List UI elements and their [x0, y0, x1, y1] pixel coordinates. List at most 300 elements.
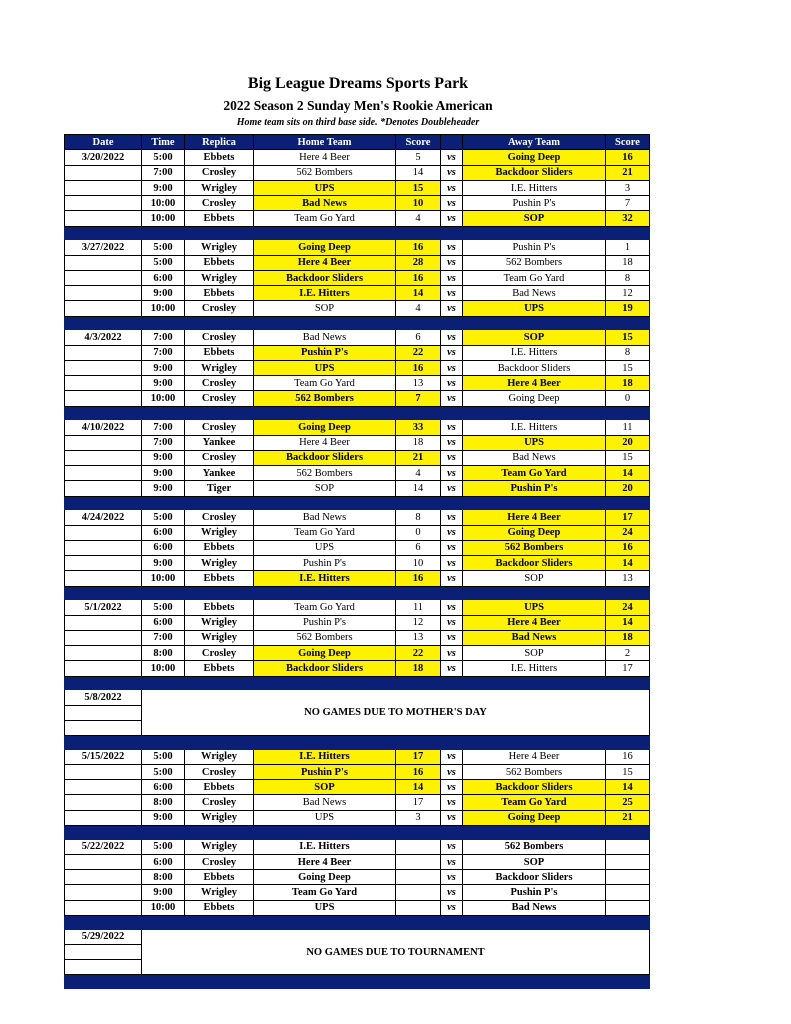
separator-cell — [441, 676, 463, 690]
away-team: UPS — [463, 435, 606, 450]
game-time: 7:00 — [142, 345, 185, 360]
table-row — [65, 211, 650, 226]
away-score: 25 — [606, 795, 650, 810]
away-team: 562 Bombers — [463, 764, 606, 779]
game-replica: Ebbets — [185, 255, 254, 270]
away-team: Backdoor Sliders — [463, 780, 606, 795]
home-score: 22 — [396, 646, 441, 661]
separator-cell — [142, 496, 185, 510]
table-row — [65, 330, 650, 345]
away-score — [606, 900, 650, 915]
away-team: SOP — [463, 211, 606, 226]
away-score: 19 — [606, 301, 650, 316]
game-date — [65, 270, 142, 285]
table-row — [65, 240, 650, 255]
vs-label: vs — [441, 286, 463, 301]
separator-cell — [65, 975, 142, 989]
home-team: Team Go Yard — [254, 525, 396, 540]
table-header — [65, 135, 650, 150]
away-team: UPS — [463, 301, 606, 316]
game-replica: Ebbets — [185, 900, 254, 915]
vs-label: vs — [441, 630, 463, 645]
separator-cell — [463, 586, 606, 600]
separator-cell — [396, 226, 441, 240]
separator-cell — [254, 826, 396, 840]
separator-cell — [254, 586, 396, 600]
game-date — [65, 810, 142, 825]
separator-cell — [254, 496, 396, 510]
game-time: 5:00 — [142, 255, 185, 270]
game-date — [65, 301, 142, 316]
away-team: SOP — [463, 646, 606, 661]
home-score: 10 — [396, 556, 441, 571]
home-score: 18 — [396, 661, 441, 676]
home-score: 16 — [396, 240, 441, 255]
game-time: 5:00 — [142, 749, 185, 764]
away-score: 0 — [606, 391, 650, 406]
table-row — [65, 600, 650, 615]
vs-label: vs — [441, 600, 463, 615]
vs-label: vs — [441, 330, 463, 345]
game-date: 5/15/2022 — [65, 749, 142, 764]
game-date — [65, 615, 142, 630]
home-score: 16 — [396, 571, 441, 586]
separator-cell — [441, 316, 463, 330]
home-team: Here 4 Beer — [254, 255, 396, 270]
game-time: 7:00 — [142, 165, 185, 180]
game-date — [65, 900, 142, 915]
column-header: Away Team — [463, 135, 606, 150]
away-team: 562 Bombers — [463, 839, 606, 854]
vs-label: vs — [441, 270, 463, 285]
game-time: 9:00 — [142, 180, 185, 195]
separator-cell — [185, 736, 254, 750]
game-time: 9:00 — [142, 556, 185, 571]
week-separator — [65, 586, 650, 600]
game-replica: Crosley — [185, 854, 254, 869]
home-score: 8 — [396, 510, 441, 525]
away-team: SOP — [463, 854, 606, 869]
game-replica: Crosley — [185, 510, 254, 525]
separator-cell — [185, 406, 254, 420]
game-replica: Wrigley — [185, 525, 254, 540]
away-team: Team Go Yard — [463, 270, 606, 285]
game-date — [65, 180, 142, 195]
separator-cell — [396, 736, 441, 750]
table-row — [65, 571, 650, 586]
home-team: I.E. Hitters — [254, 749, 396, 764]
home-team: SOP — [254, 780, 396, 795]
away-score: 15 — [606, 330, 650, 345]
table-row — [65, 180, 650, 195]
game-replica: Crosley — [185, 196, 254, 211]
game-date — [65, 571, 142, 586]
game-date: 4/3/2022 — [65, 330, 142, 345]
table-row — [65, 885, 650, 900]
vs-label: vs — [441, 450, 463, 465]
separator-cell — [606, 406, 650, 420]
away-team: 562 Bombers — [463, 540, 606, 555]
table-row — [65, 929, 650, 944]
table-row — [65, 435, 650, 450]
table-row — [65, 556, 650, 571]
game-date — [65, 705, 142, 720]
vs-label: vs — [441, 571, 463, 586]
separator-cell — [396, 586, 441, 600]
separator-cell — [463, 916, 606, 930]
home-score — [396, 870, 441, 885]
separator-cell — [396, 316, 441, 330]
away-score: 2 — [606, 646, 650, 661]
separator-cell — [396, 676, 441, 690]
vs-label: vs — [441, 870, 463, 885]
column-header — [441, 135, 463, 150]
away-team: Team Go Yard — [463, 795, 606, 810]
game-date — [65, 720, 142, 735]
game-time: 7:00 — [142, 630, 185, 645]
game-time: 9:00 — [142, 450, 185, 465]
no-games-message: NO GAMES DUE TO MOTHER'S DAY — [142, 690, 650, 736]
game-date — [65, 466, 142, 481]
home-score: 14 — [396, 286, 441, 301]
vs-label: vs — [441, 510, 463, 525]
separator-cell — [606, 826, 650, 840]
home-team: Bad News — [254, 330, 396, 345]
separator-cell — [606, 676, 650, 690]
home-team: I.E. Hitters — [254, 839, 396, 854]
table-row — [65, 286, 650, 301]
table-row — [65, 270, 650, 285]
table-row — [65, 839, 650, 854]
game-replica: Crosley — [185, 376, 254, 391]
away-team: I.E. Hitters — [463, 180, 606, 195]
game-date — [65, 376, 142, 391]
game-date — [65, 854, 142, 869]
game-time: 6:00 — [142, 854, 185, 869]
home-team: Backdoor Sliders — [254, 270, 396, 285]
game-time: 6:00 — [142, 615, 185, 630]
table-row — [65, 780, 650, 795]
game-replica: Ebbets — [185, 661, 254, 676]
home-team: Going Deep — [254, 240, 396, 255]
home-team: 562 Bombers — [254, 466, 396, 481]
table-row — [65, 196, 650, 211]
away-score: 24 — [606, 600, 650, 615]
away-score: 8 — [606, 270, 650, 285]
separator-cell — [142, 226, 185, 240]
game-replica: Ebbets — [185, 150, 254, 165]
vs-label: vs — [441, 481, 463, 496]
game-date — [65, 630, 142, 645]
vs-label: vs — [441, 360, 463, 375]
game-time: 10:00 — [142, 196, 185, 211]
game-time: 10:00 — [142, 301, 185, 316]
away-team: SOP — [463, 330, 606, 345]
game-replica: Ebbets — [185, 345, 254, 360]
game-replica: Ebbets — [185, 211, 254, 226]
game-date — [65, 165, 142, 180]
separator-cell — [606, 586, 650, 600]
away-score: 14 — [606, 466, 650, 481]
separator-cell — [441, 916, 463, 930]
separator-cell — [606, 736, 650, 750]
away-team: UPS — [463, 600, 606, 615]
away-score: 3 — [606, 180, 650, 195]
game-replica: Crosley — [185, 301, 254, 316]
away-score: 18 — [606, 630, 650, 645]
home-team: I.E. Hitters — [254, 286, 396, 301]
away-score: 15 — [606, 450, 650, 465]
home-team: UPS — [254, 540, 396, 555]
separator-cell — [142, 586, 185, 600]
game-date — [65, 286, 142, 301]
page-title: Big League Dreams Sports Park — [247, 75, 469, 92]
away-team: 562 Bombers — [463, 255, 606, 270]
away-team: Pushin P's — [463, 481, 606, 496]
game-time: 10:00 — [142, 211, 185, 226]
week-separator — [65, 496, 650, 510]
vs-label: vs — [441, 764, 463, 779]
home-score: 12 — [396, 615, 441, 630]
away-score: 32 — [606, 211, 650, 226]
away-score: 16 — [606, 749, 650, 764]
away-team: Pushin P's — [463, 885, 606, 900]
table-row — [65, 615, 650, 630]
separator-cell — [142, 736, 185, 750]
home-team: UPS — [254, 180, 396, 195]
away-team: I.E. Hitters — [463, 345, 606, 360]
game-date — [65, 196, 142, 211]
separator-cell — [396, 406, 441, 420]
game-time: 5:00 — [142, 764, 185, 779]
away-score: 20 — [606, 435, 650, 450]
table-row — [65, 661, 650, 676]
game-date — [65, 556, 142, 571]
game-date — [65, 525, 142, 540]
separator-cell — [441, 586, 463, 600]
game-replica: Wrigley — [185, 615, 254, 630]
game-time: 8:00 — [142, 795, 185, 810]
home-team: Pushin P's — [254, 345, 396, 360]
home-team: Team Go Yard — [254, 600, 396, 615]
table-row — [65, 764, 650, 779]
separator-cell — [254, 406, 396, 420]
game-time: 5:00 — [142, 240, 185, 255]
game-date: 5/1/2022 — [65, 600, 142, 615]
home-score: 6 — [396, 540, 441, 555]
table-row — [65, 345, 650, 360]
away-team: Going Deep — [463, 810, 606, 825]
vs-label: vs — [441, 780, 463, 795]
table-row — [65, 165, 650, 180]
separator-cell — [65, 826, 142, 840]
vs-label: vs — [441, 345, 463, 360]
home-team: Backdoor Sliders — [254, 661, 396, 676]
home-team: Team Go Yard — [254, 211, 396, 226]
game-date — [65, 944, 142, 959]
game-replica: Ebbets — [185, 571, 254, 586]
game-replica: Yankee — [185, 435, 254, 450]
separator-cell — [142, 916, 185, 930]
away-score: 11 — [606, 420, 650, 435]
game-date — [65, 255, 142, 270]
home-team: Team Go Yard — [254, 376, 396, 391]
game-time: 9:00 — [142, 466, 185, 481]
away-team: Team Go Yard — [463, 466, 606, 481]
table-row — [65, 900, 650, 915]
separator-cell — [441, 406, 463, 420]
away-score: 12 — [606, 286, 650, 301]
separator-cell — [441, 496, 463, 510]
vs-label: vs — [441, 900, 463, 915]
away-team: Going Deep — [463, 150, 606, 165]
home-team: Team Go Yard — [254, 885, 396, 900]
game-date — [65, 764, 142, 779]
column-header: Score — [606, 135, 650, 150]
separator-cell — [396, 916, 441, 930]
column-header: Home Team — [254, 135, 396, 150]
separator-cell — [185, 975, 254, 989]
vs-label: vs — [441, 615, 463, 630]
game-replica: Wrigley — [185, 180, 254, 195]
page-subtitle: 2022 Season 2 Sunday Men's Rookie American — [223, 98, 493, 113]
table-row — [65, 749, 650, 764]
separator-cell — [463, 316, 606, 330]
game-date — [65, 780, 142, 795]
game-time: 10:00 — [142, 571, 185, 586]
game-time: 7:00 — [142, 330, 185, 345]
separator-cell — [463, 406, 606, 420]
separator-cell — [185, 226, 254, 240]
page-note: Home team sits on third base side. *Denotes Doubleheader — [236, 117, 480, 128]
table-row — [65, 630, 650, 645]
game-time: 5:00 — [142, 150, 185, 165]
home-team: Pushin P's — [254, 615, 396, 630]
home-team: 562 Bombers — [254, 630, 396, 645]
separator-cell — [441, 975, 463, 989]
away-score — [606, 854, 650, 869]
away-team: SOP — [463, 571, 606, 586]
game-replica: Crosley — [185, 646, 254, 661]
home-team: Backdoor Sliders — [254, 450, 396, 465]
away-team: Bad News — [463, 286, 606, 301]
away-team: Backdoor Sliders — [463, 360, 606, 375]
home-score: 22 — [396, 345, 441, 360]
game-date — [65, 646, 142, 661]
home-score: 16 — [396, 270, 441, 285]
separator-cell — [463, 226, 606, 240]
game-replica: Wrigley — [185, 749, 254, 764]
game-replica: Crosley — [185, 795, 254, 810]
home-score: 4 — [396, 301, 441, 316]
vs-label: vs — [441, 466, 463, 481]
vs-label: vs — [441, 255, 463, 270]
game-time: 9:00 — [142, 810, 185, 825]
home-score — [396, 900, 441, 915]
vs-label: vs — [441, 420, 463, 435]
column-header: Time — [142, 135, 185, 150]
vs-label: vs — [441, 391, 463, 406]
home-team: Pushin P's — [254, 556, 396, 571]
game-time: 5:00 — [142, 600, 185, 615]
separator-cell — [65, 586, 142, 600]
away-team: Backdoor Sliders — [463, 165, 606, 180]
separator-cell — [441, 736, 463, 750]
away-score: 14 — [606, 556, 650, 571]
home-score — [396, 839, 441, 854]
vs-label: vs — [441, 661, 463, 676]
separator-cell — [185, 586, 254, 600]
game-date: 4/24/2022 — [65, 510, 142, 525]
week-separator — [65, 316, 650, 330]
home-score: 4 — [396, 466, 441, 481]
game-date: 5/8/2022 — [65, 690, 142, 705]
separator-cell — [606, 316, 650, 330]
separator-cell — [142, 316, 185, 330]
game-replica: Crosley — [185, 764, 254, 779]
away-team: Going Deep — [463, 391, 606, 406]
separator-cell — [65, 736, 142, 750]
away-score: 20 — [606, 481, 650, 496]
separator-cell — [463, 975, 606, 989]
game-date — [65, 345, 142, 360]
vs-label: vs — [441, 839, 463, 854]
game-date: 3/27/2022 — [65, 240, 142, 255]
vs-label: vs — [441, 885, 463, 900]
separator-cell — [254, 676, 396, 690]
game-replica: Ebbets — [185, 780, 254, 795]
game-replica: Wrigley — [185, 810, 254, 825]
game-replica: Wrigley — [185, 360, 254, 375]
separator-cell — [185, 676, 254, 690]
separator-cell — [254, 736, 396, 750]
vs-label: vs — [441, 556, 463, 571]
home-score: 4 — [396, 211, 441, 226]
away-score: 14 — [606, 615, 650, 630]
away-score: 13 — [606, 571, 650, 586]
game-time: 9:00 — [142, 481, 185, 496]
separator-cell — [65, 406, 142, 420]
home-score: 3 — [396, 810, 441, 825]
game-time: 7:00 — [142, 435, 185, 450]
home-team: Bad News — [254, 510, 396, 525]
home-score: 13 — [396, 376, 441, 391]
game-time: 9:00 — [142, 286, 185, 301]
home-team: Bad News — [254, 196, 396, 211]
home-score: 5 — [396, 150, 441, 165]
separator-cell — [254, 226, 396, 240]
separator-cell — [185, 916, 254, 930]
game-replica: Wrigley — [185, 630, 254, 645]
game-time: 6:00 — [142, 525, 185, 540]
week-separator — [65, 406, 650, 420]
game-date — [65, 435, 142, 450]
game-date — [65, 391, 142, 406]
table-row — [65, 690, 650, 705]
home-score — [396, 885, 441, 900]
game-date — [65, 960, 142, 975]
away-team: Pushin P's — [463, 196, 606, 211]
home-score: 18 — [396, 435, 441, 450]
separator-cell — [606, 496, 650, 510]
home-score: 7 — [396, 391, 441, 406]
vs-label: vs — [441, 301, 463, 316]
away-score — [606, 885, 650, 900]
game-date — [65, 795, 142, 810]
separator-cell — [606, 226, 650, 240]
game-date: 4/10/2022 — [65, 420, 142, 435]
game-date: 3/20/2022 — [65, 150, 142, 165]
